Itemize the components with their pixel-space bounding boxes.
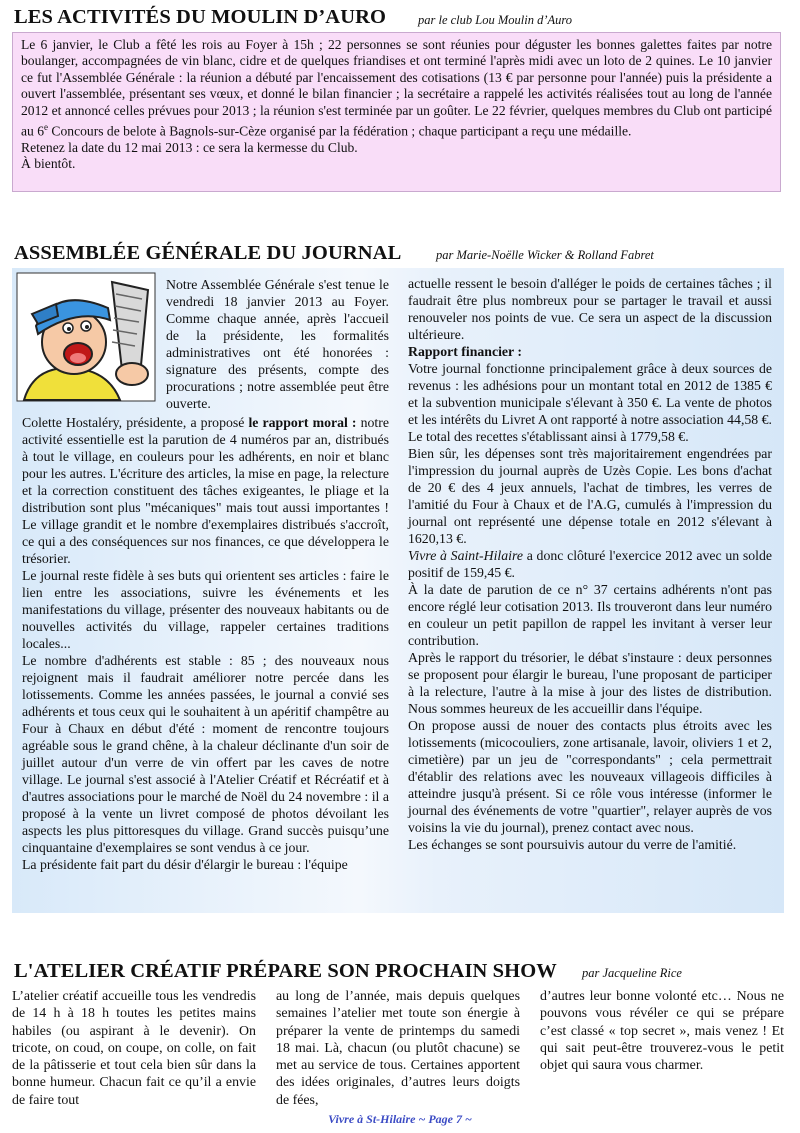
journal-right-p6: Après le rapport du trésorier, le débat s'instaure : deux personnes se proposent pour élargir le bureau, l'une proposant de participer à la relecture, l'autre à la mise à jour des listes de distribution. Nous sommes heureux de les accueillir dans l'équipe. bbox=[408, 650, 772, 716]
page-footer: Vivre à St-Hilaire ~ Page 7 ~ bbox=[328, 1112, 472, 1126]
journal-right-column bbox=[408, 275, 772, 853]
byline-atelier: par Jacqueline Rice bbox=[582, 966, 682, 980]
atelier-column-2: au long de l’année, mais depuis quelques semaines l’atelier met toute son énergie à préparer la vente de printemps du samedi 18 mai. Là, chacun (ou plutôt chacune) se met au service de tous. Certaines apportent des idées originales, d’autres leurs doigts de fées, bbox=[276, 989, 520, 1108]
journal-right-p4: Vivre à Saint-Hilaire a donc clôturé l'exercice 2012 avec un solde positif de 159,45 €. bbox=[408, 548, 773, 580]
rapport-moral-paragraph: Colette Hostaléry, présidente, a proposé le rapport moral : notre activité essentielle est la parution de 4 numéros par an, distribués à tout le village, en couleurs pour les adhérents, en noir et blanc pour les autres. L'écriture des articles, la mise en page, la relecture et la correction constituent des tâches exigeantes, le pliage et la distribution sont plus "mécaniques" mais tout aussi importantes ! Le village grandit et le nombre d'exemplaires distribués s'accroît, ce qui a des conséquences sur nos finances, ce que développera le trésorier. bbox=[22, 415, 389, 566]
atelier-column-3: d’autres leur bonne volonté etc… Nous ne pouvons vous révéler ce qui se prépare c’est classé « top secret », mais venez ! Et qui sait peut-être trouverez-vous le petit objet qui saura vous charmer. bbox=[540, 989, 784, 1074]
journal-intro: Notre Assemblée Générale s'est tenue le vendredi 18 janvier 2013 au Foyer. Comme chaque année, après l'accueil de la présidente, les formalités administratives ont été honorées : signature des présents, compte des procurations ; notre assemblée peut être ouverte. bbox=[166, 277, 389, 411]
article-moulin-p1: Le 6 janvier, le Club a fêté les rois au Foyer à 15h ; 22 personnes se sont réunies pour déguster les bonnes galettes faites par notre boulanger, accompagnées de vin blanc, cidre et de quelques friandises et ont terminé l'après midi avec un loto de 2 quines. Le 10 janvier ce fut l'Assemblée Générale : la réunion a débuté par l'encaissement des cotisations (13 € par personne pour l'année) puis la présidente a ouvert l'assemblée, présentant ses vœux, et donné le bilan financier ; la secrétaire a rappelé les activités réalisées tout au long de l'année 2012 et annoncé celles prévues pour 2013 ; la réunion s'est terminée par un goûter. Le 22 février, quelques membres du Club ont participé au 6e Concours de belote à Bagnols-sur-Cèze organisé par la fédération ; chaque participant a reçu une médaille. bbox=[21, 37, 772, 139]
journal-right-p5: À la date de parution de ce n° 37 certains adhérents n'ont pas encore réglé leur cotisation 2013. Ils trouveront dans leur numéro en couleur un petit papillon de rappel les invitant à verser leur contribution. bbox=[408, 582, 772, 648]
byline-journal: par Marie-Noëlle Wicker & Rolland Fabret bbox=[436, 248, 654, 262]
rapport-financier-heading: Rapport financier : bbox=[408, 344, 522, 359]
journal-left-p4: La présidente fait part du désir d'élargir le bureau : l'équipe bbox=[22, 857, 348, 872]
atelier-column-1: L’atelier créatif accueille tous les vendredis de 14 h à 18 h toutes les petites mains habiles (ou aspirant à le devenir). On tricote, on coud, on coupe, on colle, on fait de la pâtisserie et tout cela bien sûr dans la bonne humeur. Chacun fait ce qu’il a envie de faire tout bbox=[12, 989, 256, 1108]
article-moulin-box bbox=[12, 32, 781, 192]
section-title-moulin: LES ACTIVITÉS DU MOULIN D’AURO bbox=[14, 6, 387, 28]
journal-left-p3: Le nombre d'adhérents est stable : 85 ; des nouveaux nous rejoignent mais il faudrait améliorer notre percée dans les lotissements. Comme les années passées, le journal a convié ses adhérents et tous ceux qui le souhaitent à un apéritif champêtre au Four à Chaux en début d'été : moment de rencontre toujours agréable sous le grand chêne, à la chaleur déclinante d'un soir de juillet autour d'un verre de vin offert par les caves de notre village. Le journal s'est associé à l'Atelier Créatif et Récréatif et à d'autres associations pour le marché de Noël du 24 novembre : il a proposé à la vente un livret composé de photos dévoilant les aspects les plus pittoresques du village. Grand succès puisqu’une cinquantaine d'exemplaires se sont vendus à ce jour. bbox=[22, 653, 389, 855]
section-title-atelier: L'ATELIER CRÉATIF PRÉPARE SON PROCHAIN SHOW bbox=[14, 960, 557, 982]
article-moulin-p2: Retenez la date du 12 mai 2013 : ce sera la kermesse du Club. bbox=[21, 139, 358, 155]
newspaper-boy-illustration bbox=[16, 272, 156, 402]
journal-left-column bbox=[22, 414, 389, 873]
section-title-journal: ASSEMBLÉE GÉNÉRALE DU JOURNAL bbox=[14, 242, 402, 264]
journal-right-p8: Les échanges se sont poursuivis autour du verre de l'amitié. bbox=[408, 837, 737, 852]
journal-left-p2: Le journal reste fidèle à ses buts qui orientent ses articles : faire le lien entre les associations, suivre les événements et les manifestations du village, présenter des nouveaux habitants ou de nouvelles activités du village, rappeler certaines traditions locales... bbox=[22, 568, 389, 651]
journal-right-p7: On propose aussi de nouer des contacts plus étroits avec les lotissements (micocouliers, zone artisanale, lavoir, oliviers 1 et 2, cimetière) par un jeu de "correspondants" ; cela permettrait d'établir des relations avec les nouveaux villageois difficiles à atteindre jusqu'à présent. Si ce rôle vous intéresse (informer le journal des événements de votre "quartier", relayer auprès de vos voisins la vie du journal), prenez contact avec nous. bbox=[408, 718, 772, 835]
journal-right-p2: Votre journal fonctionne principalement grâce à deux sources de revenus : les adhésions pour un montant total en 2012 de 1385 € et la subvention municipale s'élevant à 350 €. La vente de photos et les intérêts du Livret A ont rapporté à notre association 44,58 €. Le total des recettes s'établissant ainsi à 1779,58 €. bbox=[408, 361, 772, 444]
byline-moulin: par le club Lou Moulin d’Auro bbox=[418, 13, 573, 27]
journal-right-p3: Bien sûr, les dépenses sont très majoritairement engendrées par l'impression du journal auprès de Uzès Copie. Les bons d'achat de 20 € des 4 jeux annuels, l'achat de timbres, les verres de l'amitié du Four à Chaux et de l'A.G, cumulés à l'impression du journal ont représenté une dépense totale en 2012 s'élevant à 1620,13 €. bbox=[408, 446, 772, 546]
journal-right-p1: actuelle ressent le besoin d'alléger le poids de certaines tâches ; il faudrait être plus nombreux pour se partager le travail et aussi renouveler nos points de vue. Ce sera un aspect de la discussion ultérieure. bbox=[408, 276, 772, 342]
article-moulin-p3: À bientôt. bbox=[21, 156, 76, 172]
